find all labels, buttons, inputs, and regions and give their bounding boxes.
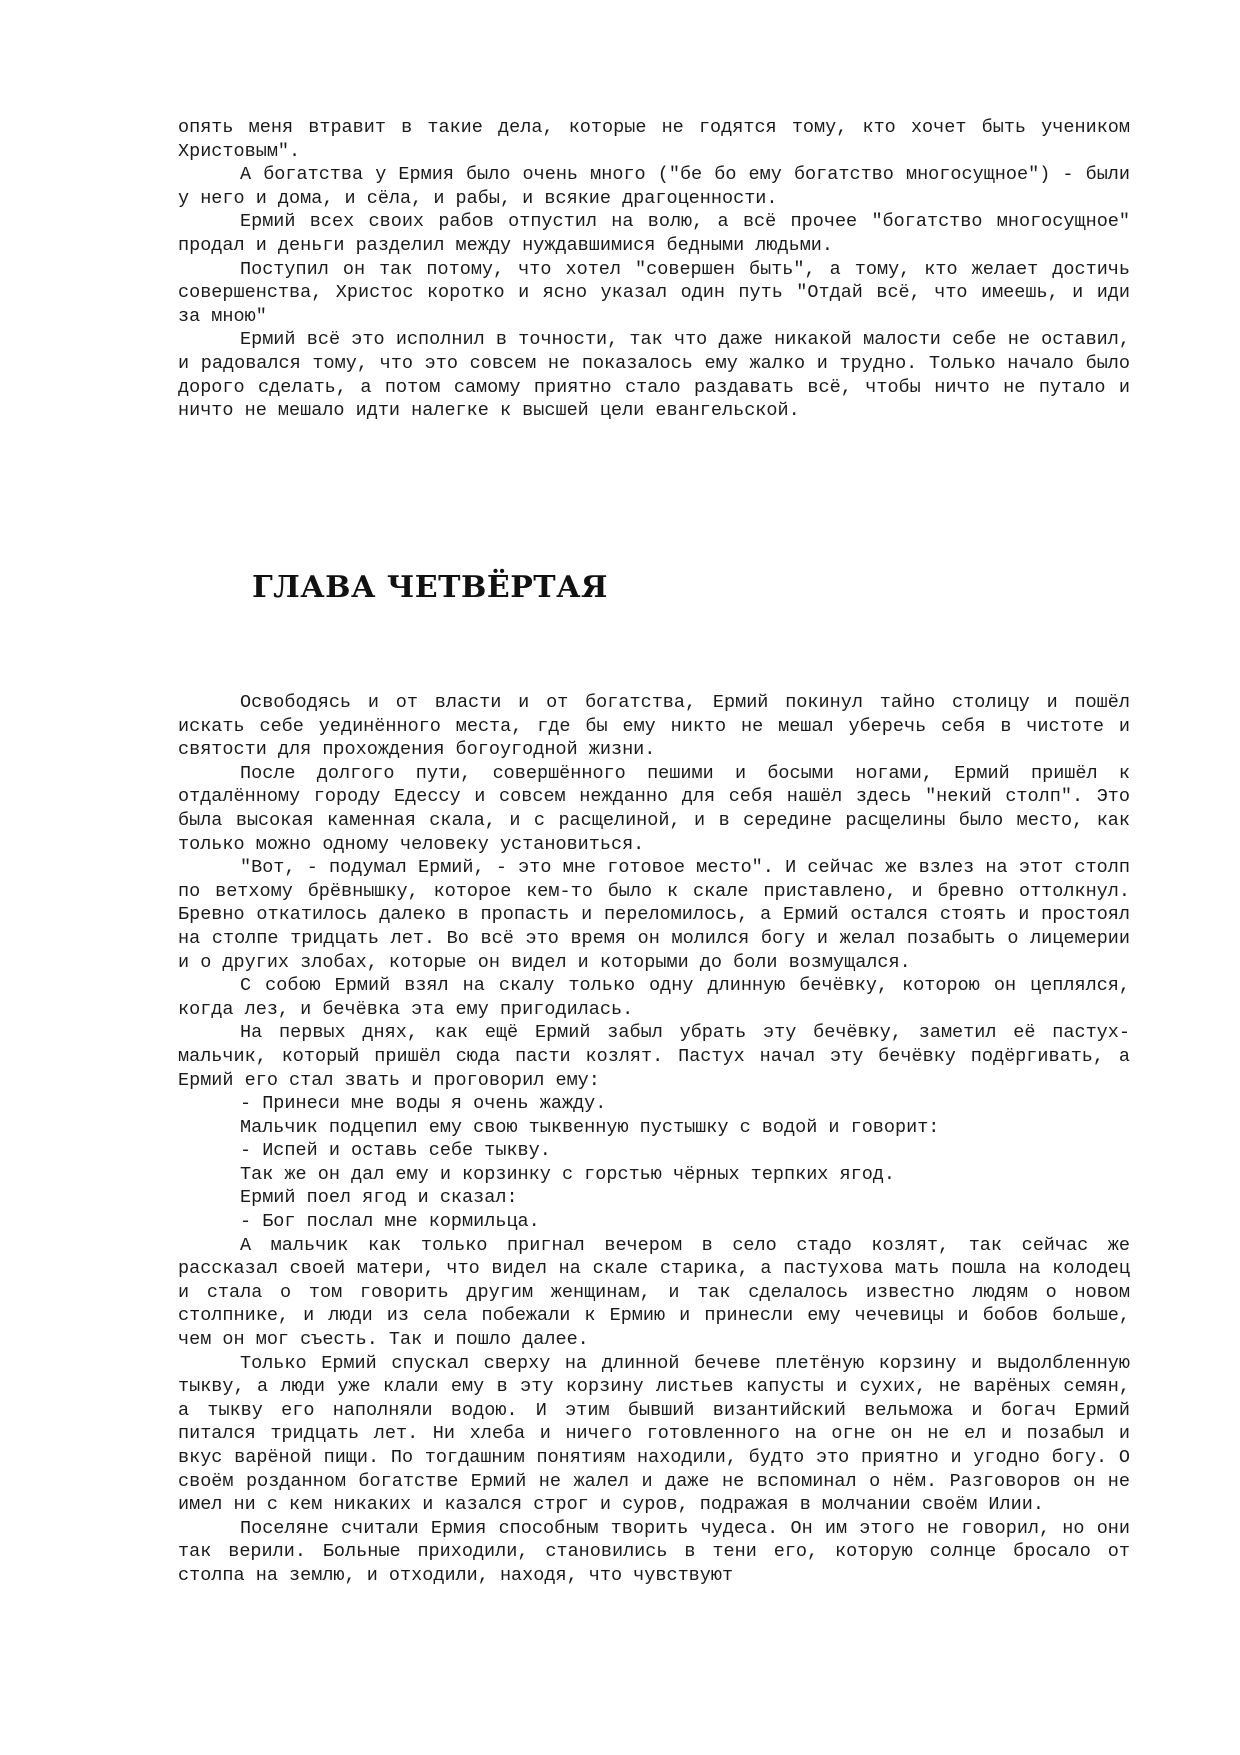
top-text-section [178,116,1130,423]
paragraph: Освободясь и от власти и от богатства, Ермий покинул тайно столицу и пошёл искать себе уединённого места, где бы ему никто не мешал уберечь себя в чистоте и святости для прохождения богоугодной жизни. [178,692,1130,761]
dialogue-line: - Испей и оставь себе тыкву. [240,1140,551,1162]
paragraph: опять меня втравит в такие дела, которые не годятся тому, кто хочет быть учеником Христовым". [178,117,1130,162]
paragraph: Ермий поел ягод и сказал: [240,1187,518,1209]
chapter-title: ГЛАВА ЧЕТВЁРТАЯ [252,570,608,605]
paragraph: Ермий всех своих рабов отпустил на волю, а всё прочее "богатство многосущное" продал и деньги разделил между нуждавшимися бедными людьми. [178,211,1130,256]
paragraph: А богатства у Ермия было очень много ("бе бо ему богатство многосущное") - были у него и дома, и сёла, и рабы, и всякие драгоценности. [178,164,1130,209]
paragraph: После долгого пути, совершённого пешими и босыми ногами, Ермий пришёл к отдалённому городу Едессу и совсем нежданно для себя нашёл здесь "некий столп". Это была высокая каменная скала, и с расщелиной, и в середине расщелины было место, как только можно одному человеку установиться. [178,762,1130,855]
paragraph: На первых днях, как ещё Ермий забыл убрать эту бечёвку, заметил её пастух-мальчик, который пришёл сюда пасти козлят. Пастух начал эту бечёвку подёргивать, а Ермий его стал звать и проговорил ему: [178,1022,1130,1091]
paragraph: Так же он дал ему и корзинку с горстью чёрных терпких ягод. [240,1163,896,1185]
dialogue-line: - Бог послал мне кормильца. [240,1211,540,1233]
dialogue-line: - Принеси мне воды я очень жажду. [240,1093,607,1115]
paragraph: Мальчик подцепил ему свою тыквенную пустышку с водой и говорит: [240,1116,940,1138]
paragraph: Только Ермий спускал сверху на длинной бечеве плетёную корзину и выдолбленную тыкву, а люди уже клали ему в эту корзину листьев капусты и сухих, не варёных семян, а тыкву его наполняли водою. И этим бывший византийский вельможа и богач Ермий питался тридцать лет. Ни хлеба и ничего готовленного на огне он не ел и позабыл и вкус варёной пищи. По тогдашним понятиям находили, будто это приятно и угодно богу. О своём розданном богатстве Ермий не жалел и даже не вспоминал о нём. Разговоров он не имел ни с кем никаких и казался строг и суров, подражая в молчании своём Илии. [178,1352,1130,1516]
main-text-section [178,691,1130,1588]
paragraph: А мальчик как только пригнал вечером в село стадо козлят, так сейчас же рассказал своей матери, что видел на скале старика, а пастухова мать пошла на колодец и стала о том говорить другим женщинам, и так сделалось известно людям о новом столпнике, и люди из села побежали к Ермию и принесли ему чечевицы и бобов больше, чем он мог съесть. Так и пошло далее. [178,1234,1130,1351]
paragraph: Поселяне считали Ермия способным творить чудеса. Он им этого не говорил, но они так верили. Больные приходили, становились в тени его, которую солнце бросало от столпа на землю, и отходили, находя, что чувствуют [178,1517,1130,1586]
paragraph: Ермий всё это исполнил в точности, так что даже никакой малости себе не оставил, и радовался тому, что это совсем не показалось ему жалко и трудно. Только начало было дорого сделать, а потом самому приятно стало раздавать всё, чтобы ничто не путало и ничто не мешало идти налегке к высшей цели евангельской. [178,329,1130,422]
paragraph: Поступил он так потому, что хотел "совершен быть", а тому, кто желает достичь совершенства, Христос коротко и ясно указал один путь "Отдай всё, что имеешь, и иди за мною" [178,258,1130,327]
paragraph: "Вот, - подумал Ермий, - это мне готовое место". И сейчас же взлез на этот столп по ветхому брёвнышку, которое кем-то было к скале приставлено, и бревно оттолкнул. Бревно откатилось далеко в пропасть и переломилось, а Ермий остался стоять и простоял на столпе тридцать лет. Во всё это время он молился богу и желал позабыть о лицемерии и о других злобах, которые он видел и которыми до боли возмущался. [178,857,1130,973]
paragraph: С собою Ермий взял на скалу только одну длинную бечёвку, которою он цеплялся, когда лез, и бечёвка эта ему пригодилась. [178,975,1130,1020]
